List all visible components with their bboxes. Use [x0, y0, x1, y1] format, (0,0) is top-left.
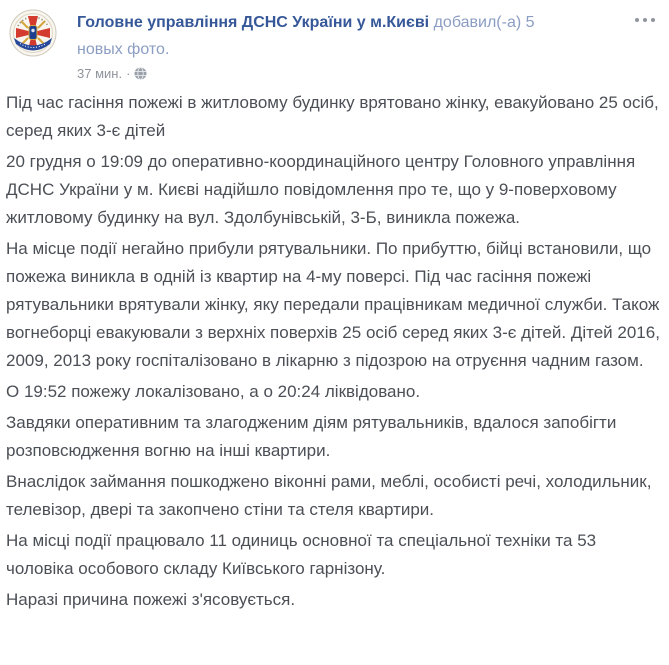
- post-text: [0, 83, 669, 614]
- more-options-icon[interactable]: [633, 14, 657, 26]
- post-action-text: добавил(-а) 5: [433, 14, 535, 31]
- page-avatar[interactable]: [9, 9, 57, 57]
- post-paragraph: Наразі причина пожежі з'ясовується.: [6, 590, 296, 609]
- post-paragraph: О 19:52 пожежу локалізовано, а о 20:24 ліквідовано.: [6, 382, 421, 401]
- post-paragraph: 20 грудня о 19:09 до оперативно-координаційного центру Головного управління ДСНС України у м. Києві надійшло повідомлення про те, що у 9-поверховому житловому будинку на вул. Здолбунівській, 3-Б, виникла пожежа.: [6, 152, 636, 227]
- dot: [643, 18, 647, 22]
- post-header: [0, 0, 669, 83]
- post-title: [77, 9, 535, 63]
- post-meta: [77, 63, 535, 83]
- meta-separator: ·: [126, 65, 131, 81]
- dot: [635, 18, 639, 22]
- dsns-kyiv-emblem-icon: [9, 44, 57, 57]
- page-name-link[interactable]: Головне управління ДСНС України у м.Києві: [77, 14, 430, 31]
- dot: [651, 18, 655, 22]
- timestamp-link[interactable]: 37 мин.: [77, 65, 123, 81]
- header-info: [77, 9, 535, 83]
- globe-icon: [134, 67, 147, 80]
- post-action-text-line2: новых фото.: [77, 41, 170, 58]
- post-paragraph: Під час гасіння пожежі в житловому будинку врятовано жінку, евакуйовано 25 осіб, серед яких 3-є дітей: [6, 93, 659, 140]
- post-paragraph: На місці події працювало 11 одиниць основної та спеціальної техніки та 53 чоловіка особового складу Київського гарнізону.: [6, 531, 597, 578]
- post-paragraph: Внаслідок займання пошкоджено віконні рами, меблі, особисті речі, холодильник, телевізор, двері та закопчено стіни та стеля квартири.: [6, 472, 652, 519]
- post-paragraph: Завдяки оперативним та злагодженим діям рятувальників, вдалося запобігти розповсюдження вогню на інші квартири.: [6, 413, 617, 460]
- post-paragraph: На місце події негайно прибули рятувальники. По прибуттю, бійці встановили, що пожежа виникла в одній із квартир на 4-му поверсі. Під час гасіння пожежі рятувальники врятували жінку, яку передали працівникам медичної служби. Також вогнеборці евакуювали з верхніх поверхів 25 осіб серед яких 3-є дітей. Дітей 2016, 2009, 2013 року госпіталізовано в лікарню з підозрою на отруєння чадним газом.: [6, 239, 660, 370]
